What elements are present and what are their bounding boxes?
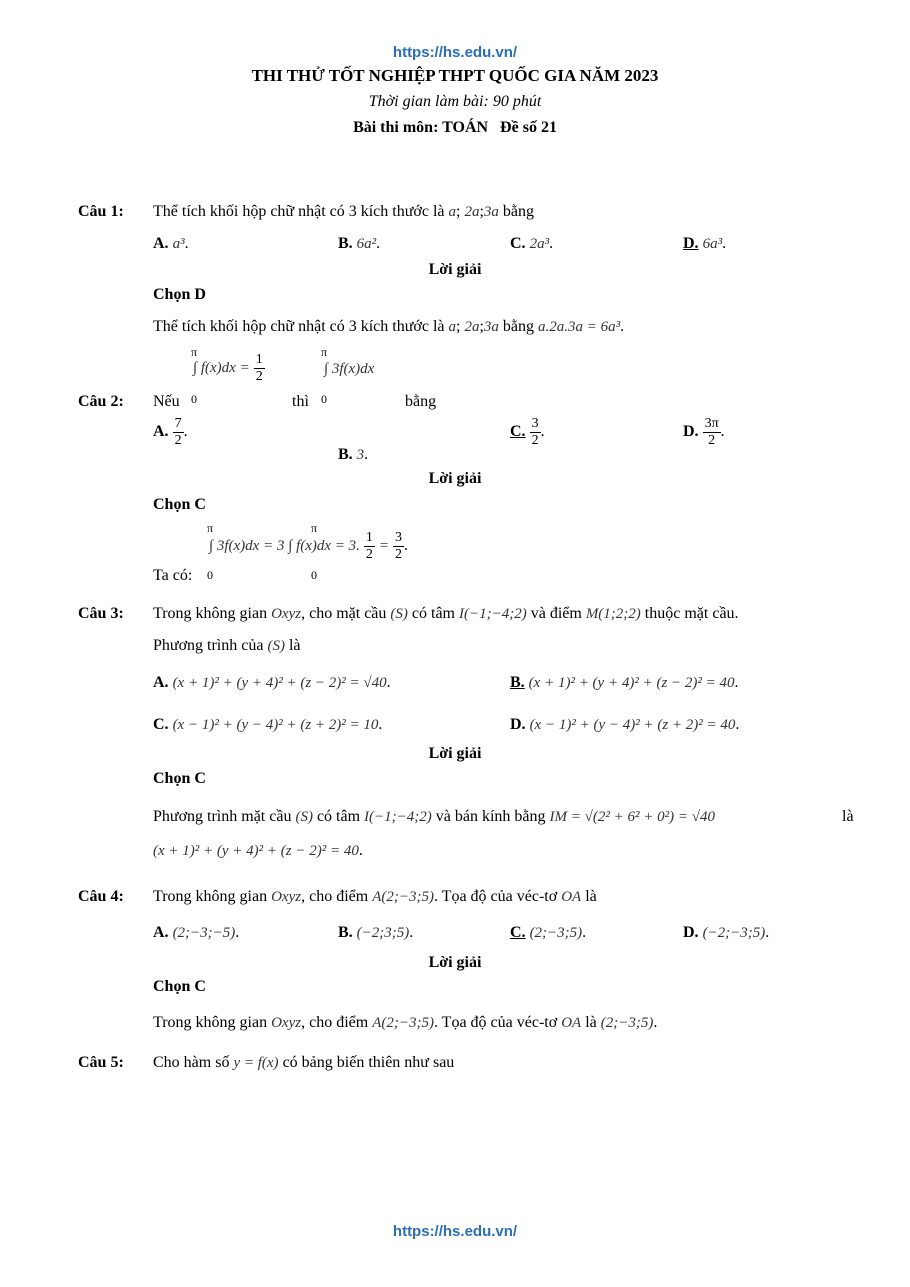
question-5-label: Câu 5: bbox=[78, 1054, 124, 1071]
q3-option-a[interactable]: A. (x + 1)² + (y + 4)² + (z − 2)² = √40. bbox=[153, 674, 391, 691]
q1-solution-heading: Lời giải bbox=[428, 261, 482, 278]
q3-choice: Chọn C bbox=[153, 770, 206, 787]
q3-option-d[interactable]: D. (x − 1)² + (y − 4)² + (z + 2)² = 40. bbox=[510, 716, 740, 733]
q4-option-a[interactable]: A. (2;−3;−5). bbox=[153, 924, 240, 941]
question-5-text: Cho hàm số y = f(x) có bảng biến thiên như sau bbox=[153, 1054, 455, 1071]
question-3-line2: Phương trình của (S) là bbox=[153, 637, 301, 654]
q1-option-b[interactable]: B. 6a². bbox=[338, 235, 381, 252]
q1-option-c[interactable]: C. 2a³. bbox=[510, 235, 554, 252]
q4-solution-text: Trong không gian Oxyz, cho điểm A(2;−3;5). Tọa độ của véc-tơ OA là (2;−3;5). bbox=[153, 1014, 658, 1031]
q2-int2-upper: π bbox=[321, 345, 328, 359]
question-3-label: Câu 3: bbox=[78, 605, 124, 622]
q4-option-d[interactable]: D. (−2;−3;5). bbox=[683, 924, 770, 941]
q2-tail: bằng bbox=[405, 393, 437, 410]
q2-sol-upper-2: π bbox=[311, 521, 318, 535]
q2-int1-lower: 0 bbox=[191, 392, 197, 406]
q2-int2-lower: 0 bbox=[321, 392, 327, 406]
q2-option-d[interactable]: D. $\frac{3\pi}{2}$ . bbox=[683, 416, 725, 448]
q3-solution-heading: Lời giải bbox=[428, 745, 482, 762]
q1-option-a[interactable]: A. a³. bbox=[153, 235, 189, 252]
q2-if: Nếu bbox=[153, 393, 180, 410]
q2-solution-heading: Lời giải bbox=[428, 470, 482, 487]
header-link[interactable]: https://hs.edu.vn/ bbox=[392, 44, 518, 61]
exam-time: Thời gian làm bài: 90 phút bbox=[368, 93, 542, 110]
q1-solution-text: Thể tích khối hộp chữ nhật có 3 kích thước là a; 2a;3a bằng a.2a.3a = 6a³. bbox=[153, 318, 625, 335]
q1-option-d[interactable]: D. 6a³. bbox=[683, 235, 727, 252]
question-4-label: Câu 4: bbox=[78, 888, 124, 905]
q2-sol-upper-1: π bbox=[207, 521, 214, 535]
q2-option-b[interactable]: B. 3. bbox=[338, 446, 369, 463]
q2-int1-upper: π bbox=[191, 345, 198, 359]
question-1-label: Câu 1: bbox=[78, 203, 124, 220]
exam-title: THI THỬ TỐT NGHIỆP THPT QUỐC GIA NĂM 2023 bbox=[251, 66, 659, 85]
q2-option-a[interactable]: A. $\frac{7}{2}$ . bbox=[153, 416, 188, 448]
q2-integral-2: ∫ 3f(x)dx bbox=[324, 361, 375, 377]
q4-option-c[interactable]: C. (2;−3;5). bbox=[510, 924, 587, 941]
question-3-text: Trong không gian Oxyz, cho mặt cầu (S) có tâm I(−1;−4;2) và điểm M(1;2;2) thuộc mặt cầu. bbox=[153, 605, 739, 622]
q2-sol-math: ∫ 3f(x)dx = 3 ∫ f(x)dx = 3. $\frac{1}{2}$ = $\frac{3}{2}$ . bbox=[209, 530, 409, 562]
q1-choice: Chọn D bbox=[153, 286, 206, 303]
footer-link[interactable]: https://hs.edu.vn/ bbox=[392, 1223, 518, 1240]
q3-solution-equation: (x + 1)² + (y + 4)² + (z − 2)² = 40. bbox=[153, 842, 363, 859]
q2-choice: Chọn C bbox=[153, 496, 206, 513]
exam-subject: Bài thi môn: TOÁN Đề số 21 bbox=[353, 119, 557, 136]
q2-sol-prefix: Ta có: bbox=[153, 567, 193, 584]
q4-solution-heading: Lời giải bbox=[428, 954, 482, 971]
q3-option-b[interactable]: B. (x + 1)² + (y + 4)² + (z − 2)² = 40. bbox=[510, 674, 739, 691]
q3-solution-tail: là bbox=[842, 808, 854, 825]
question-2-label: Câu 2: bbox=[78, 393, 124, 410]
q4-choice: Chọn C bbox=[153, 978, 206, 995]
q3-solution-text: Phương trình mặt cầu (S) có tâm I(−1;−4;2) và bán kính bằng IM = √(2² + 6² + 0²) = √40 bbox=[153, 808, 715, 825]
q2-integral-1: ∫ f(x)dx = $\frac{1}{2}$ bbox=[193, 352, 263, 384]
q3-option-c[interactable]: C. (x − 1)² + (y − 4)² + (z + 2)² = 10. bbox=[153, 716, 383, 733]
q2-then: thì bbox=[292, 393, 309, 410]
q2-option-c[interactable]: C. $\frac{3}{2}$ . bbox=[510, 416, 545, 448]
question-4-text: Trong không gian Oxyz, cho điểm A(2;−3;5). Tọa độ của véc-tơ OA là bbox=[153, 888, 597, 905]
q4-option-b[interactable]: B. (−2;3;5). bbox=[338, 924, 414, 941]
q2-sol-lower-1: 0 bbox=[207, 568, 213, 582]
q2-sol-lower-2: 0 bbox=[311, 568, 317, 582]
question-1-text: Thể tích khối hộp chữ nhật có 3 kích thước là a; 2a;3a bằng bbox=[153, 203, 535, 220]
